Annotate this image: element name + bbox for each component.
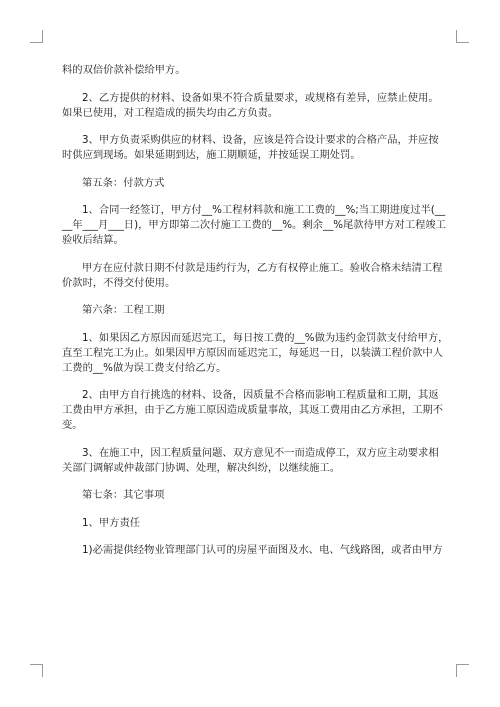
text-line: 验收后结算。 [62, 234, 124, 246]
text-line: 如果已使用，对工程造成的损失均由乙方负责。 [62, 106, 279, 119]
text-line: 第五条：付款方式 [82, 176, 165, 189]
crop-mark-bottom-right [456, 664, 469, 677]
text-line: 第六条：工程工期 [82, 304, 165, 316]
paragraph [62, 331, 449, 376]
paragraph [62, 63, 444, 78]
text-line: 1、如果因乙方原因而延迟完工，每日按工费的__%做为违约金罚款支付给甲方， [82, 331, 449, 344]
text-line: 甲方在应付款日期不付款是违约行为，乙方有权停止施工。验收合格未结清工程 [82, 261, 443, 274]
text-line: 2、由甲方自行挑选的材料、设备，因质量不合格而影响工程质量和工期，其返 [82, 389, 439, 401]
text-line: 第七条：其它事项 [82, 489, 165, 501]
text-line: 1、合同一经签订，甲方付__%工程材料款和施工工费的__%;当工期进度过半(__ [82, 204, 446, 216]
paragraph [62, 543, 444, 558]
document-body [62, 63, 449, 558]
text-line: __年___月___日)，甲方即第二次付施工工费的__%。剩余__%尾款待甲方对工程竣工 [62, 219, 446, 231]
text-line: 关部门调解或仲裁部门协调、处理，解决纠纷，以继续施工。 [62, 461, 341, 474]
text-line: 3、甲方负责采购供应的材料、设备，应该是符合设计要求的合格产品，并应按 [82, 134, 439, 146]
text-line: 1、甲方责任 [82, 516, 141, 529]
crop-mark-top-right [456, 30, 469, 43]
paragraph [62, 446, 444, 476]
section-heading [62, 488, 444, 503]
paragraph [62, 261, 444, 291]
paragraph [62, 203, 444, 248]
text-line: 时供应到现场。如果延期到达，施工期顺延，并按延误工期处罚。 [62, 149, 361, 161]
crop-mark-top-left [30, 30, 43, 43]
paragraph [62, 516, 444, 531]
text-line: 工费由甲方承担，由于乙方施工原因造成质量事故，其返工费用由乙方承担，工期不 [62, 404, 443, 416]
text-line: 变。 [62, 419, 83, 431]
text-line: 价款时，不得交付使用。 [62, 276, 176, 289]
text-line: 2、乙方提供的材料、设备如果不符合质量要求，或规格有差异，应禁止使用。 [82, 91, 439, 104]
text-line: 料的双倍价款补偿给甲方。 [62, 64, 186, 76]
text-line: 1)必需提供经物业管理部门认可的房屋平面图及水、电、气线路图，或者由甲方 [82, 544, 443, 556]
text-line: 3、在施工中，因工程质量问题、双方意见不一而造成停工，双方应主动要求相 [82, 446, 439, 459]
paragraph [62, 91, 444, 121]
text-line: 工费的__%做为误工费支付给乙方。 [62, 361, 227, 374]
paragraph [62, 388, 444, 433]
section-heading [62, 176, 444, 191]
crop-mark-bottom-left [30, 664, 43, 677]
section-heading [62, 303, 444, 318]
paragraph [62, 133, 444, 163]
text-line: 直至工程完工为止。如果因甲方原因而延迟完工，每延迟一日，以装潢工程价款中人 [62, 346, 443, 359]
